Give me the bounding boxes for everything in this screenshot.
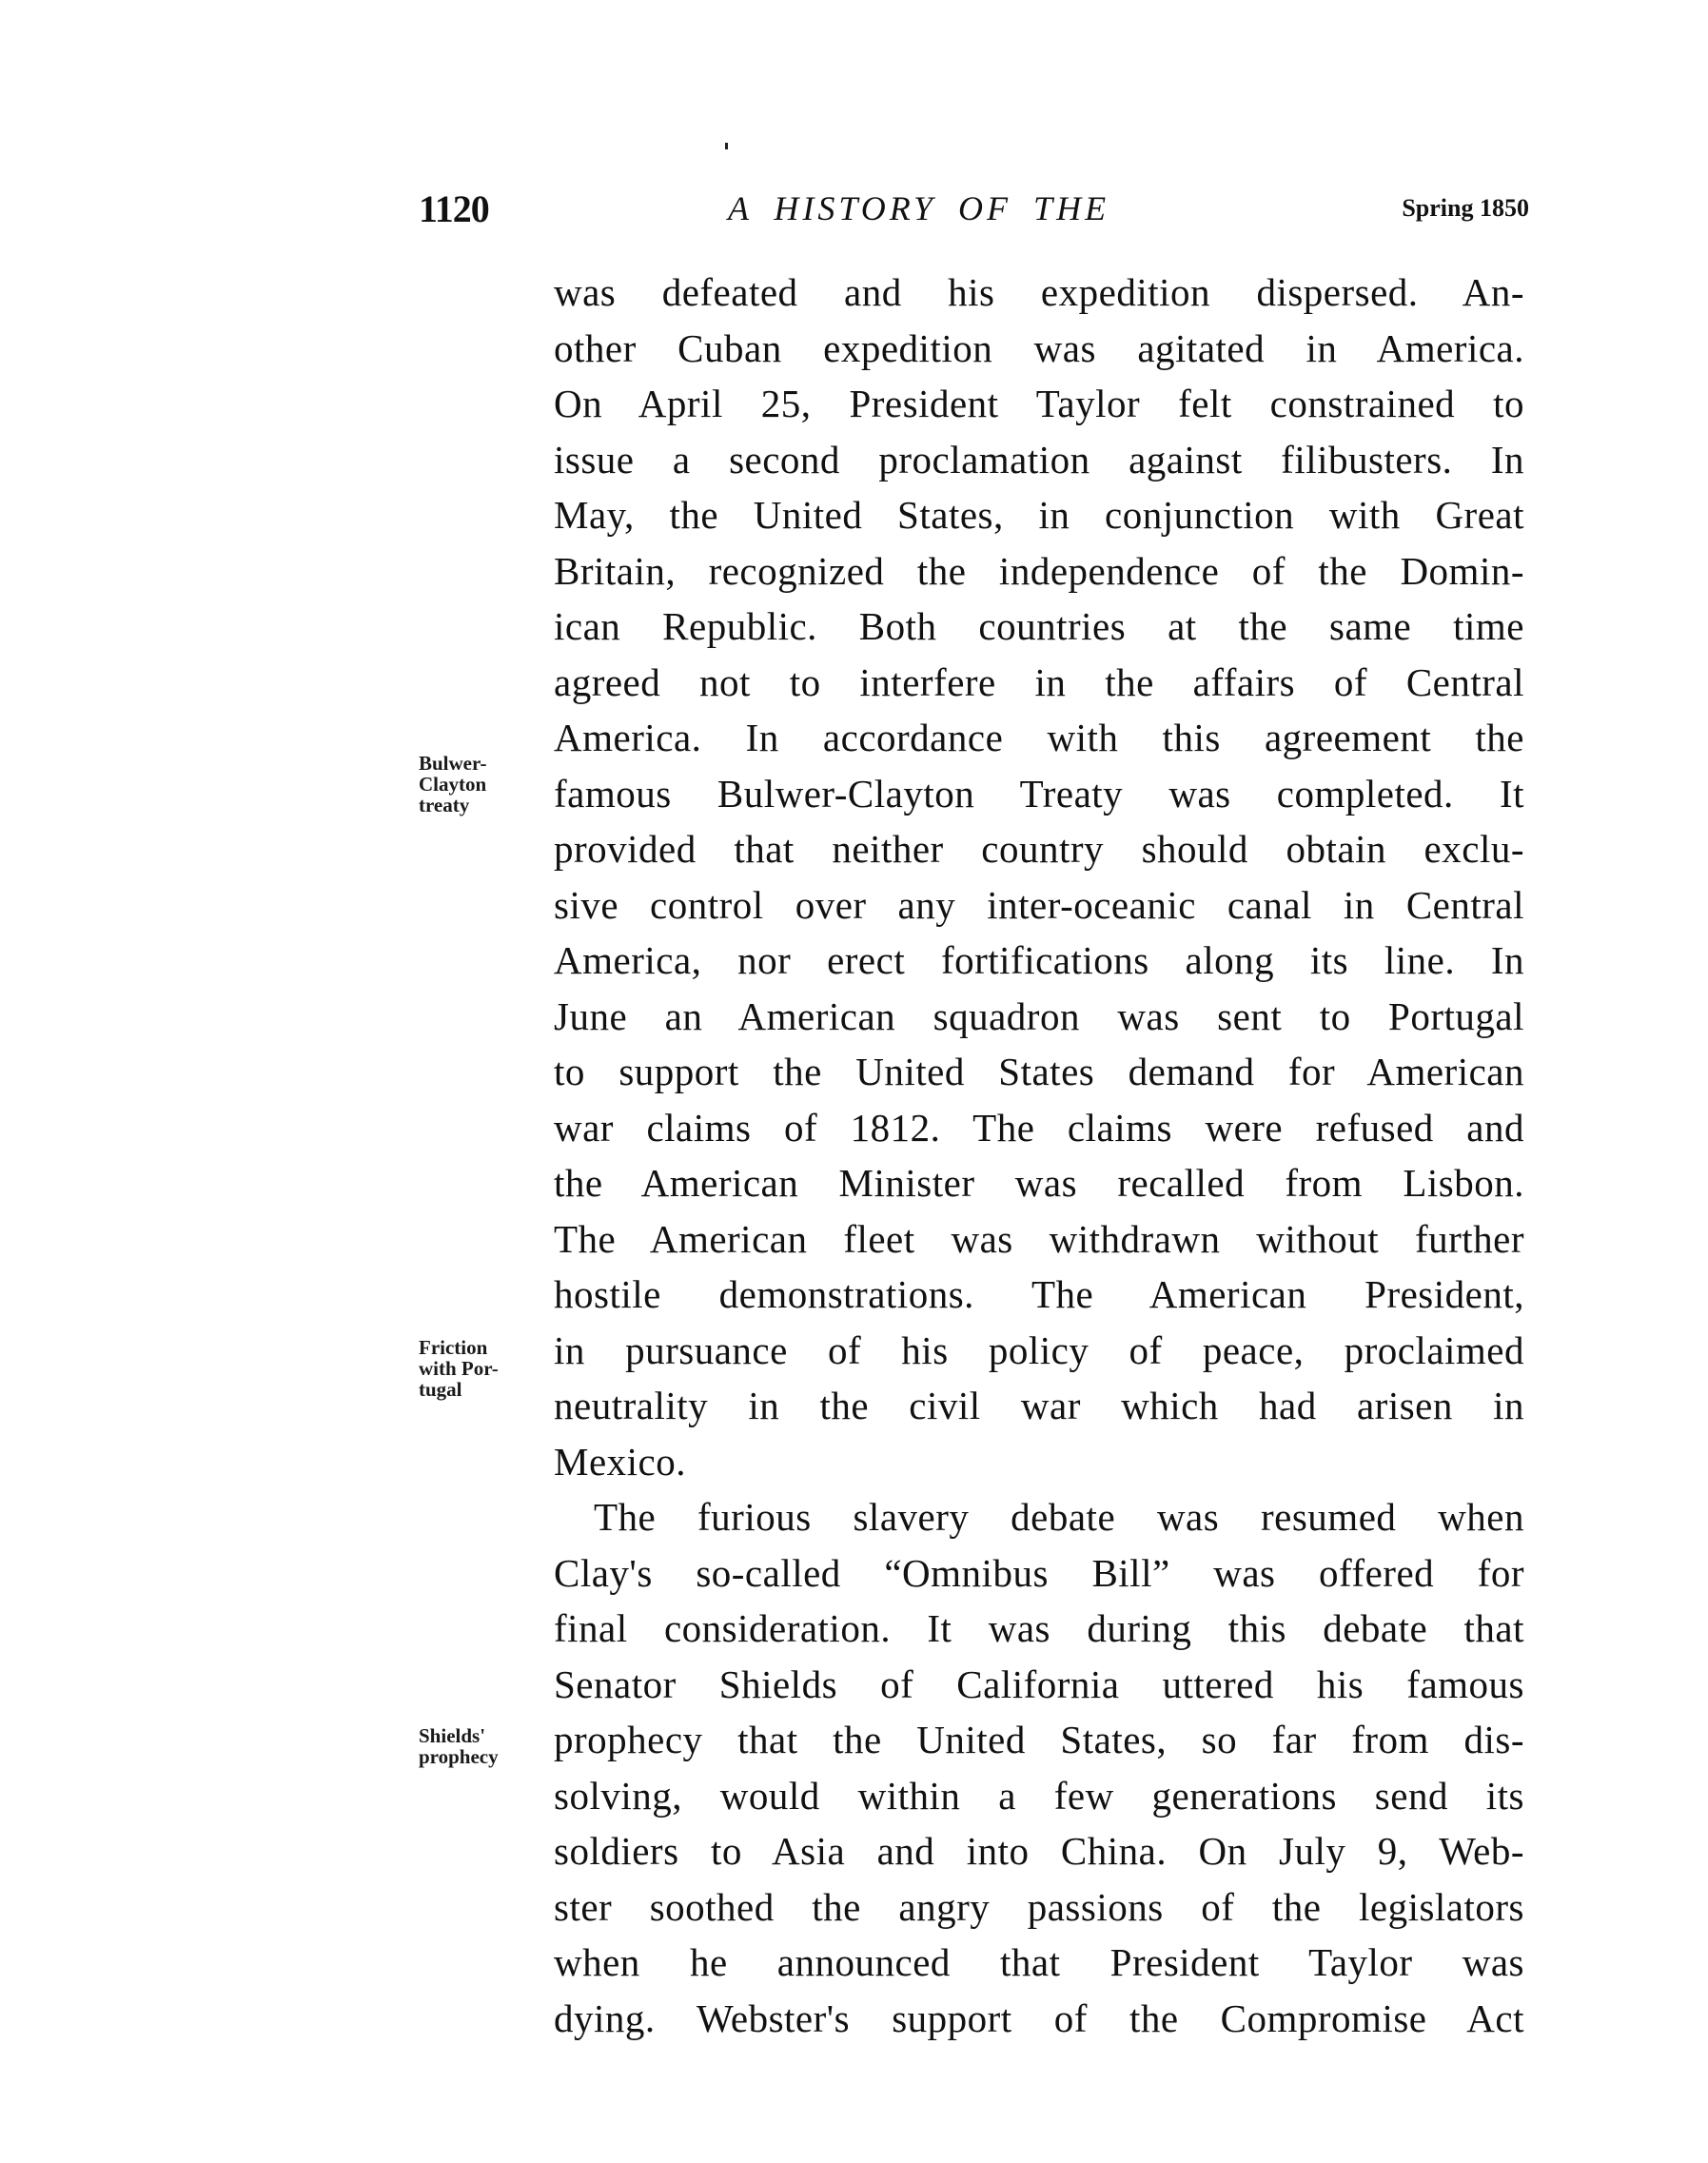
body-line: solving, would within a few generations send its xyxy=(554,1773,1524,1818)
body-line: final consideration. It was during this debate that xyxy=(554,1606,1524,1650)
body-line: other Cuban expedition was agitated in America. xyxy=(554,325,1524,370)
body-line: sive control over any inter-oceanic canal in Central xyxy=(554,882,1524,927)
body-line: famous Bulwer-Clayton Treaty was completed. It xyxy=(554,771,1524,816)
body-line: provided that neither country should obtain exclu- xyxy=(554,827,1524,871)
running-date: Spring 1850 xyxy=(1402,194,1529,222)
body-line: America. In accordance with this agreement the xyxy=(554,716,1524,759)
sidenote-line: Clayton xyxy=(419,773,487,796)
body-line: The furious slavery debate was resumed when xyxy=(594,1495,1524,1539)
sidenote-line: prophecy xyxy=(419,1745,499,1768)
print-speck xyxy=(725,143,728,149)
running-title: A HISTORY OF THE xyxy=(728,189,1110,227)
body-line: agreed not to interfere in the affairs of Central xyxy=(554,659,1524,704)
body-line: the American Minister was recalled from Lisbon. xyxy=(554,1161,1524,1205)
body-line: when he announced that President Taylor was xyxy=(554,1940,1524,1984)
body-line: Clay's so-called “Omnibus Bill” was offered for xyxy=(554,1550,1524,1595)
body-line: issue a second proclamation against filibusters. In xyxy=(554,437,1524,482)
body-line: Britain, recognized the independence of the Domin- xyxy=(554,548,1524,593)
body-line: in pursuance of his policy of peace, proclaimed xyxy=(554,1327,1524,1372)
body-line: ican Republic. Both countries at the same time xyxy=(554,604,1524,648)
body-line: On April 25, President Taylor felt constrained to xyxy=(554,382,1524,425)
body-line: hostile demonstrations. The American President, xyxy=(554,1272,1524,1316)
sidenote-bulwer-clayton-treaty xyxy=(419,753,487,816)
page-number: 1120 xyxy=(419,187,489,230)
sidenote-line: with Por- xyxy=(419,1357,499,1380)
body-line: soldiers to Asia and into China. On July 9, Web- xyxy=(554,1829,1524,1873)
sidenote-line: Shields' xyxy=(419,1724,486,1747)
body-line: prophecy that the United States, so far from dis- xyxy=(554,1718,1524,1761)
body-line: dying. Webster's support of the Compromise Act xyxy=(554,1996,1524,2040)
body-line: May, the United States, in conjunction with Great xyxy=(554,493,1524,537)
body-line: war claims of 1812. The claims were refused and xyxy=(554,1105,1524,1150)
body-line: Senator Shields of California uttered his famous xyxy=(554,1662,1524,1706)
body-line: America, nor erect fortifications along its line. In xyxy=(554,938,1524,982)
body-line: neutrality in the civil war which had arisen in xyxy=(554,1384,1524,1427)
sidenote-line: tugal xyxy=(419,1378,462,1401)
sidenote-line: treaty xyxy=(419,794,470,816)
running-head xyxy=(0,187,1708,234)
body-line: June an American squadron was sent to Portugal xyxy=(554,993,1524,1038)
body-line: ster soothed the angry passions of the legislators xyxy=(554,1884,1524,1929)
body-line: The American fleet was withdrawn without further xyxy=(554,1216,1524,1261)
body-line: to support the United States demand for American xyxy=(554,1050,1524,1093)
body-line: Mexico. xyxy=(554,1439,686,1484)
sidenote-line: Bulwer- xyxy=(419,752,487,775)
sidenote-friction-with-portugal xyxy=(419,1337,499,1400)
sidenote-shields-prophecy xyxy=(419,1725,499,1767)
sidenote-line: Friction xyxy=(419,1336,488,1359)
body-line: was defeated and his expedition dispersed. An- xyxy=(554,270,1524,314)
body-text xyxy=(554,265,1524,2046)
